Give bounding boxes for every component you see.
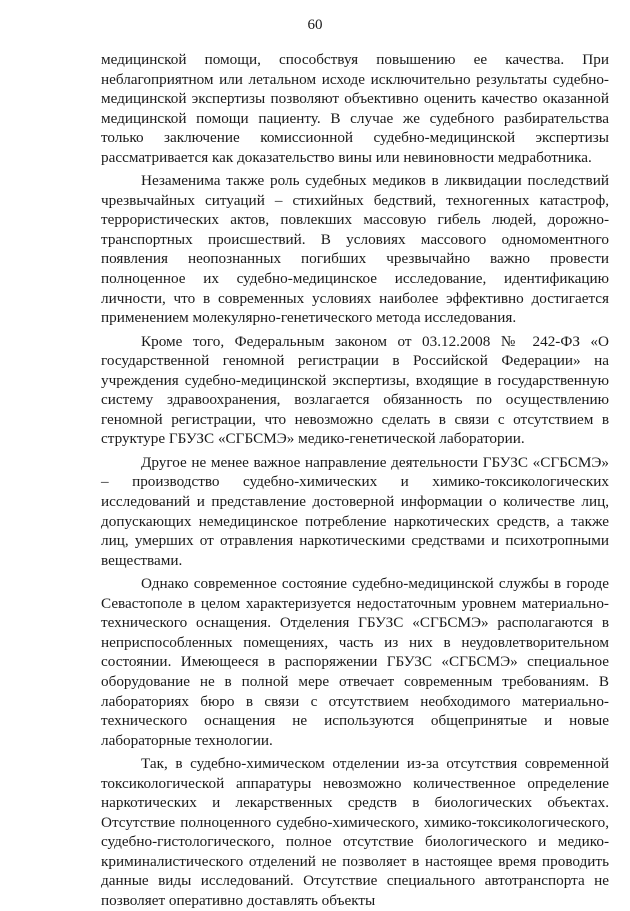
body-text [101,50,609,911]
paragraph-5: Однако современное состояние судебно-медицинской службы в городе Севастополе в целом характеризуется недостаточным уровнем материально-технического оснащения. Отделения ГБУЗС «СГБСМЭ» располагаются в неприспособленных помещениях, часть из них в неудовлетворительном состоянии. Имеющееся в распоряжении ГБУЗС «СГБСМЭ» специальное оборудование не в полной мере отвечает современным требованиям. В лабораториях бюро в связи с отсутствием необходимого материально-технического оснащения не используются общепринятые и новые лабораторные технологии. [101,575,609,749]
paragraph-6: Так, в судебно-химическом отделении из-за отсутствия современной токсикологической аппаратуры невозможно количественное определение наркотических и лекарственных средств в биологических объектах. Отсутствие полноценного судебно-химического, химико-токсикологического, судебно-гистологического, полное отсутствие биологического и медико-криминалистического отделений не позволяет в настоящее время проводить данные виды исследований. Отсутствие специального автотранспорта не позволяет оперативно доставлять объекты [101,755,609,909]
paragraph-1: медицинской помощи, способствуя повышению ее качества. При неблагоприятном или летальном исходе исключительно результаты судебно-медицинской экспертизы позволяют объективно оценить качество оказанной медицинской помощи пациенту. В случае же судебного разбирательства только заключение комиссионной судебно-медицинской экспертизы рассматривается как доказательство вины или невиновности медработника. [101,51,609,166]
page-number: 60 [307,17,323,33]
paragraph-3: Кроме того, Федеральным законом от 03.12.2008 № 242-ФЗ «О государственной геномной регистрации в Российской Федерации» на учреждения судебно-медицинской экспертизы, входящие в государственную систему здравоохранения, возлагается обязанность по осуществлению геномной регистрации, что невозможно сделать в связи с отсутствием в структуре ГБУЗС «СГБСМЭ» медико-генетической лаборатории. [101,332,609,448]
paragraph-4: Другое не менее важное направление деятельности ГБУЗС «СГБСМЭ» – производство судебно-химических и химико-токсикологических исследований и представление достоверной информации о количестве лиц, допускающих немедицинское потребление наркотических средств, а также лиц, умерших от отравления наркотическими средствами и психотропными веществами. [101,453,609,569]
paragraph-2: Незаменима также роль судебных медиков в ликвидации последствий чрезвычайных ситуаций – стихийных бедствий, техногенных катастроф, террористических актов, повлекших массовую гибель людей, дорожно-транспортных происшествий. В условиях массового одномоментного появления неопознанных погибших чрезвычайно важно провести полноценное их судебно-медицинское исследование, идентификацию личности, что в современных условиях наиболее эффективно достигается применением молекулярно-генетического метода исследования. [101,172,609,327]
